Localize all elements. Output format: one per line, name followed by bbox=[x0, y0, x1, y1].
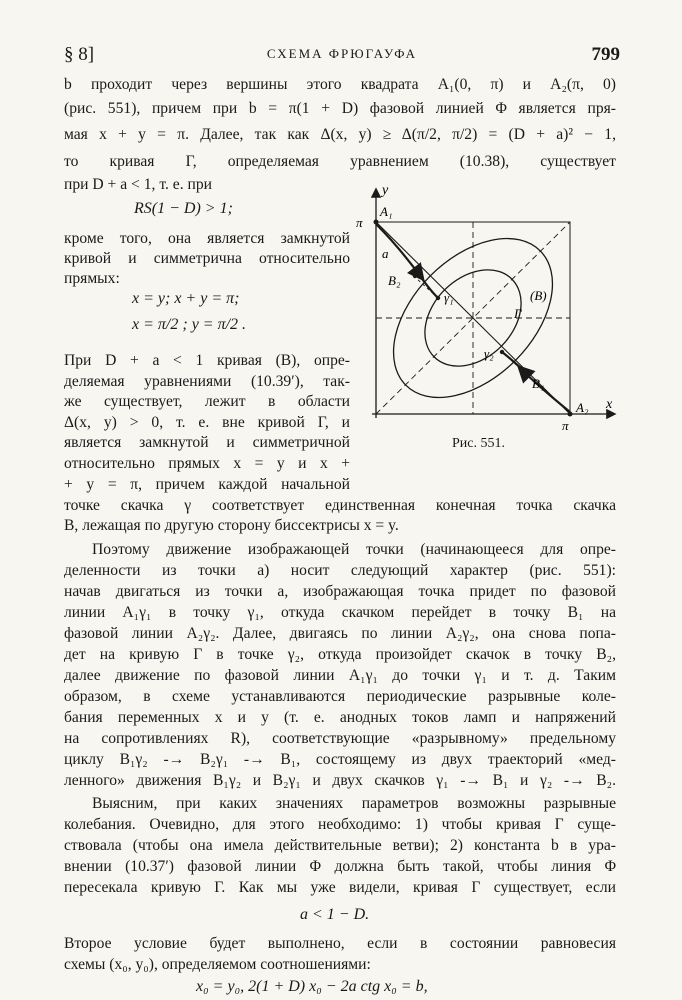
text-line: деляемая уравнениями (10.39′), так- bbox=[64, 373, 350, 390]
text-line: линии A₁γ₁ в точку γ₁, откуда скачком перейдет в точку B₁ на bbox=[64, 604, 616, 621]
text-line: прямых: bbox=[64, 270, 120, 287]
text-line: мая x + y = π. Далее, так как Δ(x, y) ≥ Δ(π/2, π/2) = (D + a)² − 1, bbox=[64, 126, 616, 143]
formula-equilibrium: x₀ = y₀, 2(1 + D) x₀ − 2a ctg x₀ = b, bbox=[196, 978, 428, 995]
text-line: При D + a < 1 кривая (B), опре- bbox=[64, 352, 350, 369]
text-line: точке скачка γ соответствует единственная конечная точка скачка bbox=[64, 497, 616, 514]
text-line: циклу B₁γ₂ -→ B₂γ₁ -→ B₁, состоящему из двух траекторий «мед- bbox=[64, 751, 616, 768]
point-gamma2 bbox=[500, 350, 504, 354]
point-a1 bbox=[374, 220, 379, 225]
label-pi-y: π bbox=[356, 215, 363, 230]
text-line: (рис. 551), причем при b = π(1 + D) фазовой линией Φ является пря- bbox=[64, 100, 616, 117]
text-line: колебания. Очевидно, для этого необходимо: 1) чтобы кривая Γ суще- bbox=[64, 816, 616, 833]
formula-symmetry-axes: x = π/2 ; y = π/2 . bbox=[132, 316, 247, 333]
figure-caption: Рис. 551. bbox=[452, 436, 505, 451]
point-a2 bbox=[568, 412, 573, 417]
text-line: Поэтому движение изображающей точки (начинающееся для опре- bbox=[92, 541, 616, 558]
text-line: является замкнутой и симметричной bbox=[64, 434, 350, 451]
formula-inequality: RS(1 − D) > 1; bbox=[134, 200, 233, 217]
text-line: далее движение по фазовой линии A₁γ₁ до точки γ₁ и т. д. Таким bbox=[64, 667, 616, 684]
text-line: то кривая Γ, определяемая уравнением (10.38), существует bbox=[64, 153, 616, 170]
label-pi-x: π bbox=[562, 418, 569, 433]
text-line: бания переменных x и y (т. е. анодных токов ламп и напряжений bbox=[64, 709, 616, 726]
label-a: a bbox=[382, 246, 389, 261]
trajectory-a2-gamma2 bbox=[520, 368, 570, 412]
label-b1: B₁ bbox=[532, 376, 545, 391]
text-line: на сопротивлениях R), соответствующие «разрывному» предельному bbox=[64, 730, 616, 747]
text-line: кривой и симметрична относительно bbox=[64, 250, 350, 267]
trajectory-upper-slow bbox=[416, 270, 438, 298]
section-mark: § 8] bbox=[64, 44, 95, 65]
text-line: деленности из точки a) носит следующий характер (рис. 551): bbox=[64, 562, 616, 579]
text-line: ленного» движения B₁γ₂ и B₂γ₁ и двух скачков γ₁ -→ B₁ и γ₂ -→ B₂. bbox=[64, 772, 616, 789]
text-line: же существует, лежит в области bbox=[64, 393, 350, 410]
text-line: дет на кривую Γ в точке γ₂, откуда произойдет скачок в точку B₂, bbox=[64, 646, 616, 663]
text-line: относительно прямых x = y и x + bbox=[64, 455, 350, 472]
label-gamma2: γ₂ bbox=[484, 346, 494, 361]
text-line: при D + a < 1, т. е. при bbox=[64, 176, 212, 193]
chapter-title: СХЕМА ФРЮГАУФА bbox=[266, 46, 418, 61]
text-line: пересекала кривую Γ. Как мы уже видели, кривая Γ существует, если bbox=[64, 879, 616, 896]
text-line: фазовой линии A₂γ₂. Далее, двигаясь по линии A₂γ₂, она снова попа- bbox=[64, 625, 616, 642]
text-line: + y = π, причем каждой начальной bbox=[64, 476, 350, 493]
point-b1 bbox=[522, 370, 526, 374]
figure-551 bbox=[352, 182, 622, 434]
text-line: начав двигаться из точки a, изображающая точка придет по фазовой bbox=[64, 583, 616, 600]
text-line: Δ(x, y) > 0, т. е. вне кривой Γ, и bbox=[64, 414, 350, 431]
running-header bbox=[64, 44, 620, 72]
label-a1: A₁ bbox=[380, 204, 393, 219]
text-line: ствовала (чтобы она имела действительные ветви); 2) константа b в ура- bbox=[64, 837, 616, 854]
text-line: кроме того, она является замкнутой bbox=[64, 230, 350, 247]
page-number: 799 bbox=[591, 44, 620, 65]
text-line: внении (10.37′) фазовой линии Φ должна быть такой, чтобы линия Φ bbox=[64, 858, 616, 875]
label-a2: A₂ bbox=[576, 400, 589, 415]
text-line: B, лежащая по другую сторону биссектрисы x = y. bbox=[64, 517, 399, 534]
label-gamma-curve: Γ bbox=[514, 306, 522, 321]
label-b-curve: (B) bbox=[530, 288, 547, 303]
text-line: Второе условие будет выполнено, если в состоянии равновесия bbox=[64, 935, 616, 952]
label-gamma1: γ₁ bbox=[444, 290, 454, 305]
formula-condition: a < 1 − D. bbox=[300, 906, 370, 923]
formula-symmetry-lines: x = y; x + y = π; bbox=[132, 290, 240, 307]
point-gamma1 bbox=[436, 296, 440, 300]
label-b2: B₂ bbox=[388, 273, 401, 288]
text-line: Выясним, при каких значениях параметров возможны разрывные bbox=[92, 795, 616, 812]
point-b2 bbox=[413, 274, 417, 278]
text-line: образом, в схеме устанавливаются периодические разрывные коле- bbox=[64, 688, 616, 705]
text-line: схемы (x₀, y₀), определяемом соотношениями: bbox=[64, 956, 371, 973]
text-line: b проходит через вершины этого квадрата A₁(0, π) и A₂(π, 0) bbox=[64, 76, 616, 93]
label-x-axis: x bbox=[606, 397, 613, 412]
label-y-axis: y bbox=[382, 183, 389, 198]
